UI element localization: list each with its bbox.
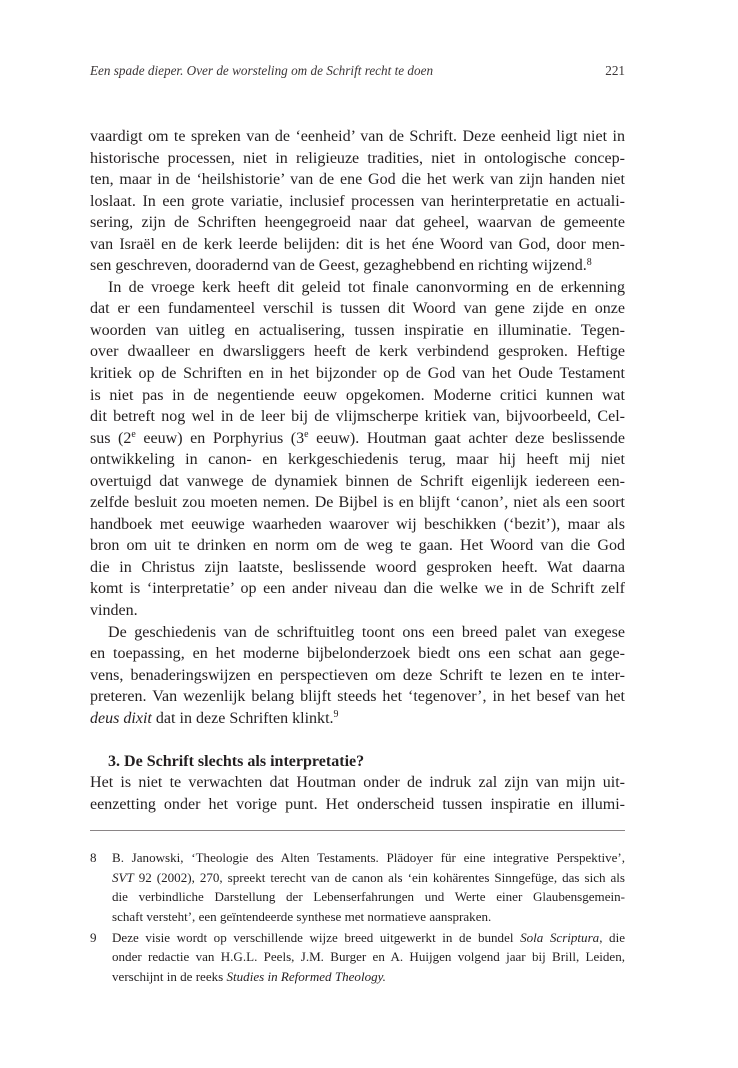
text-line: vens, benaderingswijzen en perspectieven om deze Schrift te lezen en te inter- [90, 666, 625, 684]
book-page [90, 0, 625, 1068]
text-line: over dwaalleer en dwarsliggers heeft de kerk verbindend gesproken. Heftige [90, 343, 625, 361]
footnote-8: 8 B. Janowski, ‘Theologie des Alten Testaments. Plädoyer für eine integrative Perspektive’, SVT 92 (2002), 270, spreekt terecht van de canon als ‘ein kohärentes Sinngefüge, das sich als die verbindliche Darstellung der Lebenserfahrungen und Werte einer Glaubensgemein- schaft versteht’, een geïntendeerde synthese met normatieve aanspraken. [90, 850, 625, 925]
text-line: kritiek op de Schriften en in het bijzonder op de God van het Oude Testament [90, 365, 625, 383]
footnote-number: 8 [90, 850, 97, 865]
text-line: sering, zijn de Schriften heengegroeid naar dat geheel, waarvan de gemeente [90, 214, 625, 232]
main-text [90, 126, 625, 815]
running-head-title: Een spade dieper. Over de worsteling om de Schrift recht te doen [90, 63, 434, 78]
footnote-9: 9 Deze visie wordt op verschillende wijze breed uitgewerkt in de bundel Sola Scriptura, die onder redactie van H.G.L. Peels, J.M. Burger en A. Huijgen volgend jaar bij Brill, Leiden, verschijnt in de reeks Studies in Reformed Theology. [90, 929, 625, 985]
text-line: woorden van uitleg en actualisering, tussen inspiratie en illuminatie. Tegen- [90, 321, 625, 339]
text-line: In de vroege kerk heeft dit geleid tot finale canonvorming en de erkenning [108, 278, 625, 296]
text-line: eenzetting onder het vorige punt. Het onderscheid tussen inspiratie en illumi- [90, 795, 625, 813]
text-line: vaardigt om te spreken van de ‘eenheid’ van de Schrift. Deze eenheid ligt niet in [90, 128, 625, 145]
text-line: sus (2e eeuw) en Porphyrius (3e eeuw). Houtman gaat achter deze beslissende [90, 429, 626, 447]
text-line: dat er een fundamenteel verschil is tussen dit Woord van gene zijde en onze [90, 300, 625, 318]
text-line: komt is ‘interpretatie’ op een ander niveau dan die welke we in de Schrift zelf [90, 580, 625, 598]
text-line: die in Christus zijn laatste, beslissende woord gesproken heeft. Wat daarna [90, 558, 625, 576]
text-line: ontwikkeling in canon- en kerkgeschiedenis terug, maar hij heeft mij niet [90, 451, 625, 469]
text-line: preteren. Van wezenlijk belang blijft steeds het ‘tegenover’, in het besef van het [90, 688, 625, 706]
text-line: vinden. [90, 602, 138, 620]
text-line: en toepassing, en het moderne bijbelonderzoek biedt ons een schat aan gege- [90, 645, 625, 663]
text-line: is niet pas in de negentiende eeuw opgekomen. Moderne critici kunnen wat [90, 386, 625, 404]
page-number: 221 [605, 63, 625, 78]
footnote-ref-8[interactable]: 8 [586, 256, 592, 268]
text-line: dit betreft nog wel in de leer bij de vlijmscherpe kritiek van, bijvoorbeeld, Cel- [90, 408, 625, 426]
footnote-ref-9[interactable]: 9 [333, 709, 339, 721]
text-line: De geschiedenis van de schriftuitleg toont ons een breed palet van exegese [108, 623, 625, 641]
text-line: handboek met eeuwige waarheden waarover wij beschikken (‘bezit’), maar als [90, 515, 625, 533]
text-line: deus dixit dat in deze Schriften klinkt.$^9$ [90, 709, 339, 727]
section-heading: 3. De Schrift slechts als interpretatie? [108, 752, 365, 770]
text-line: bron om uit te drinken en norm om de weg te gaan. Het Woord van die God [90, 537, 625, 555]
text-line: van Israël en de kerk leerde belijden: dit is het éne Woord van God, door men- [90, 235, 625, 253]
text-line: loslaat. In een grote variatie, inclusief processen van herinterpretatie en actuali- [90, 192, 625, 210]
text-line: overtuigd dat vanwege de dynamiek binnen de Schrift eigenlijk iedereen een- [90, 472, 625, 490]
footnote-number: 9 [90, 929, 97, 945]
text-line: sen geschreven, dooradernd van de Geest, gezaghebbend en richting wijzend.$^8$ [90, 256, 592, 275]
text-line: ten, maar in de ‘heilshistorie’ van de ene God die het werk van zijn handen niet [90, 171, 625, 189]
text-line: zelfde besluit zou moeten nemen. De Bijbel is en blijft ‘canon’, niet als een soort [90, 494, 625, 512]
footnotes [90, 848, 625, 987]
text-line: historische processen, niet in religieuze tradities, niet in ontologische concep- [90, 149, 625, 167]
text-line: Het is niet te verwachten dat Houtman onder de indruk zal zijn van mijn uit- [90, 774, 625, 792]
footnote-divider [90, 830, 625, 831]
